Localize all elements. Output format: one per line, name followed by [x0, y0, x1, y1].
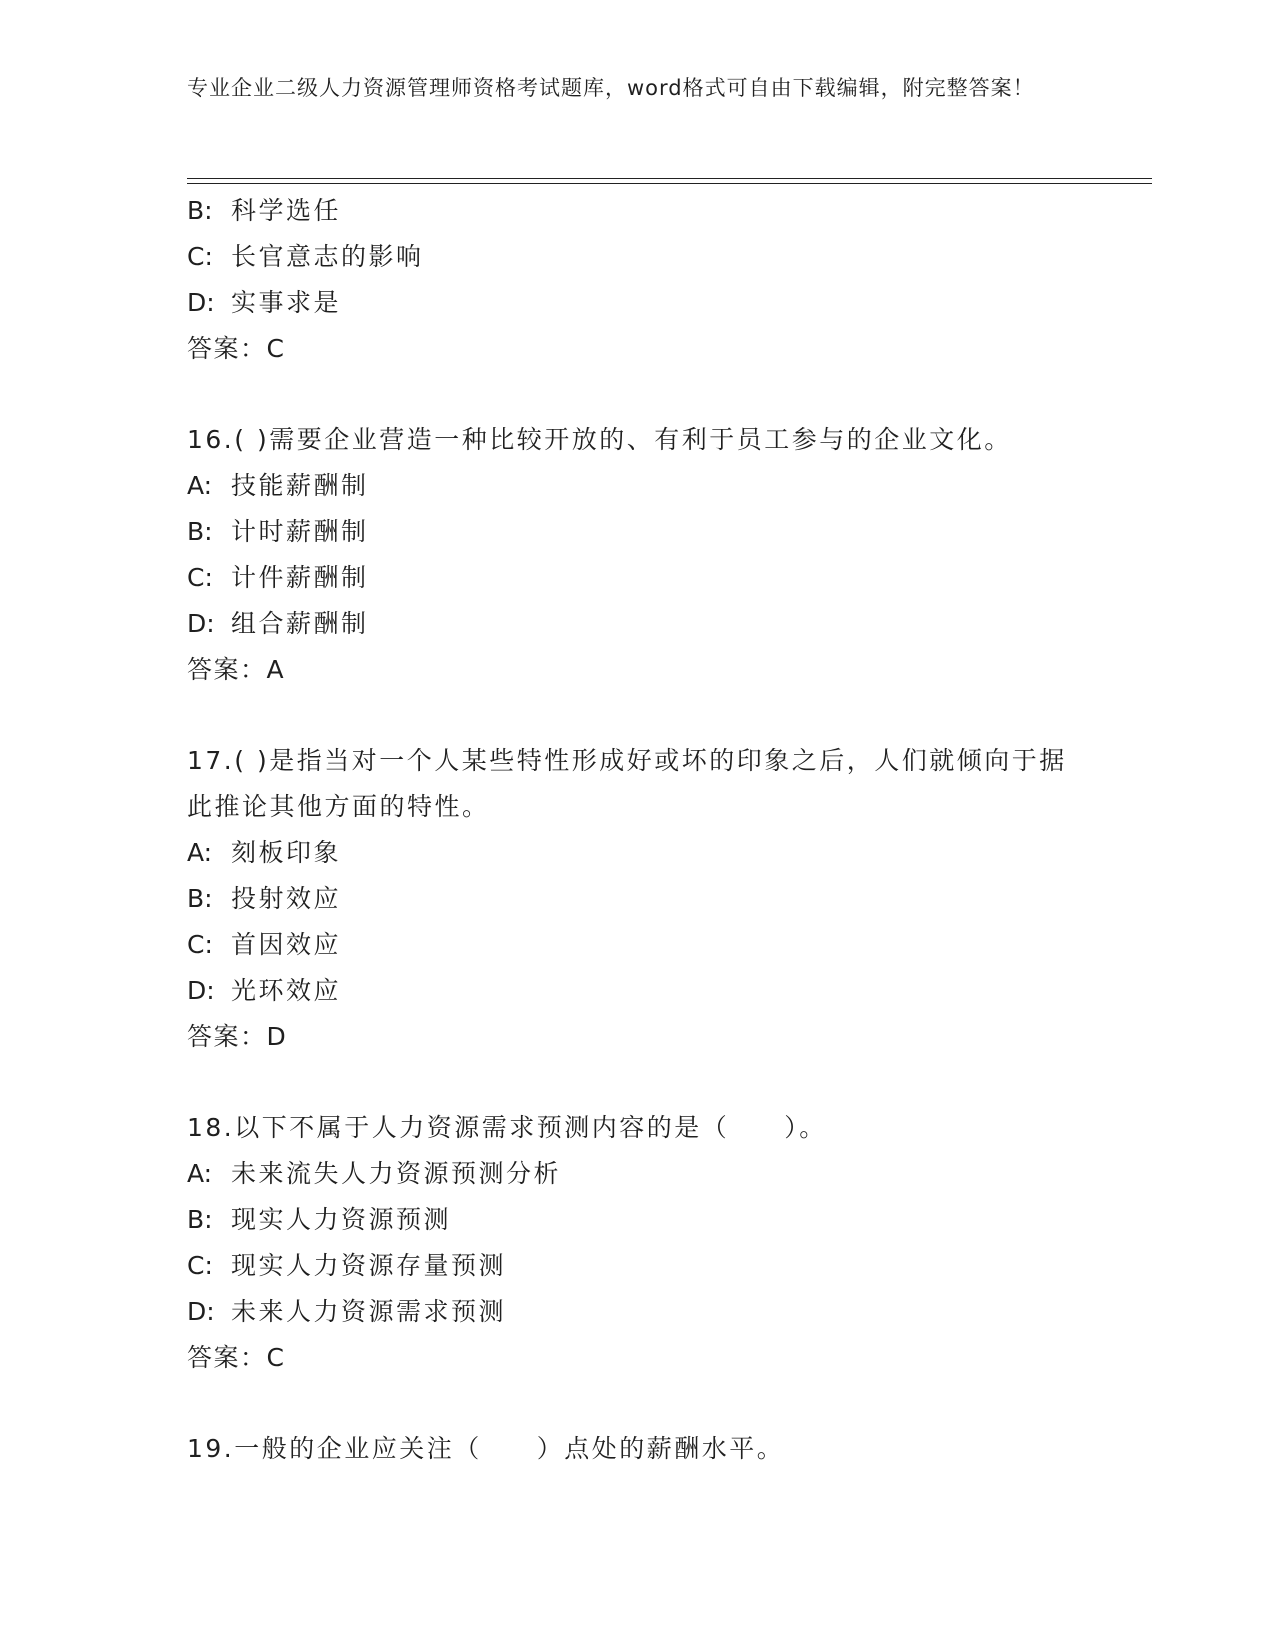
- option-text: 科学选任: [231, 196, 342, 225]
- option-label: D:: [187, 1297, 215, 1326]
- question-stem: 19.一般的企业应关注（ ）点处的薪酬水平。: [187, 1434, 785, 1463]
- answer-line: 答案：A: [187, 655, 286, 684]
- option-line: [187, 555, 1147, 601]
- option-line: [187, 280, 1147, 326]
- option-text: 技能薪酬制: [231, 471, 369, 500]
- option-line: [187, 1197, 1147, 1243]
- option-line: [187, 188, 1147, 234]
- option-text: 投射效应: [231, 884, 342, 913]
- header-rule-bottom: [187, 183, 1152, 184]
- option-line: [187, 1243, 1147, 1289]
- option-text: 未来流失人力资源预测分析: [231, 1159, 562, 1188]
- option-label: C:: [187, 242, 213, 271]
- option-label: C:: [187, 563, 213, 592]
- option-text: 组合薪酬制: [231, 609, 369, 638]
- option-label: B:: [187, 884, 213, 913]
- option-line: [187, 234, 1147, 280]
- answer-line: 答案：C: [187, 334, 286, 363]
- header-rule-top: [187, 178, 1152, 179]
- option-label: D:: [187, 288, 215, 317]
- option-label: A:: [187, 1159, 213, 1188]
- option-line: [187, 876, 1147, 922]
- question-content: [187, 188, 1147, 1472]
- option-line: [187, 509, 1147, 555]
- option-text: 长官意志的影响: [231, 242, 424, 271]
- option-text: 刻板印象: [231, 838, 342, 867]
- option-label: A:: [187, 471, 213, 500]
- option-label: C:: [187, 930, 213, 959]
- option-line: [187, 1151, 1147, 1197]
- page-header: 专业企业二级人力资源管理师资格考试题库，word格式可自由下载编辑，附完整答案！: [187, 76, 1035, 100]
- option-line: [187, 922, 1147, 968]
- question-stem: 16.( )需要企业营造一种比较开放的、有利于员工参与的企业文化。: [187, 425, 1012, 454]
- question-stem: 18.以下不属于人力资源需求预测内容的是（ ）。: [187, 1113, 827, 1142]
- option-text: 计时薪酬制: [231, 517, 369, 546]
- option-line: [187, 830, 1147, 876]
- question-stem: 17.( )是指当对一个人某些特性形成好或坏的印象之后，人们就倾向于据此推论其他方面的特性。: [187, 746, 1067, 821]
- option-text: 现实人力资源存量预测: [231, 1251, 507, 1280]
- option-text: 计件薪酬制: [231, 563, 369, 592]
- option-label: B:: [187, 517, 213, 546]
- option-line: [187, 968, 1147, 1014]
- option-label: C:: [187, 1251, 213, 1280]
- option-text: 实事求是: [231, 288, 342, 317]
- option-label: A:: [187, 838, 213, 867]
- option-line: [187, 1289, 1147, 1335]
- option-label: D:: [187, 976, 215, 1005]
- option-label: B:: [187, 196, 213, 225]
- option-text: 光环效应: [231, 976, 342, 1005]
- answer-line: 答案：D: [187, 1022, 288, 1051]
- option-label: B:: [187, 1205, 213, 1234]
- answer-line: 答案：C: [187, 1343, 286, 1372]
- option-line: [187, 463, 1147, 509]
- option-text: 现实人力资源预测: [231, 1205, 452, 1234]
- option-label: D:: [187, 609, 215, 638]
- option-text: 首因效应: [231, 930, 342, 959]
- option-text: 未来人力资源需求预测: [231, 1297, 507, 1326]
- option-line: [187, 601, 1147, 647]
